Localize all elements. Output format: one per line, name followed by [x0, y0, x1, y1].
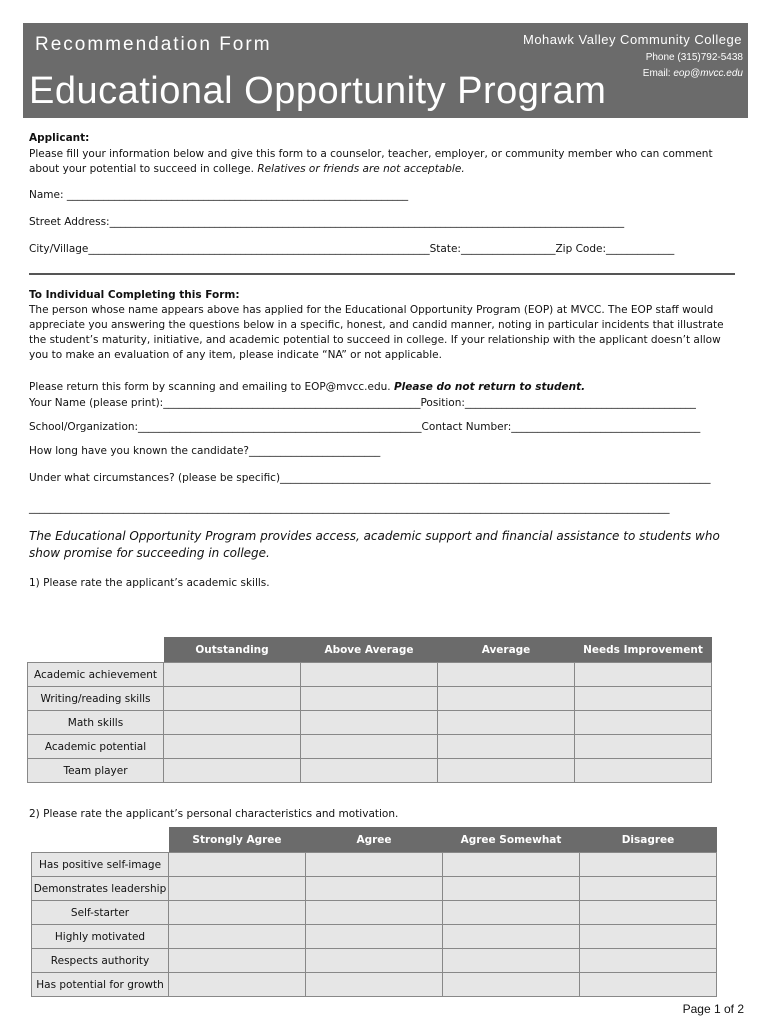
rating-cell[interactable]	[438, 663, 575, 687]
rating-cell[interactable]	[443, 925, 580, 949]
applicant-city-state-zip-field[interactable]: City/Village_________________________________________________________________State:__________________Zip Code:_____________	[29, 243, 675, 255]
rating-cell[interactable]	[575, 759, 712, 783]
applicant-instructions	[29, 147, 735, 177]
rating-cell[interactable]	[443, 949, 580, 973]
applicant-heading: Applicant:	[29, 132, 90, 144]
recommender-instructions: The person whose name appears above has applied for the Educational Opportunity Program (EOP) at MVCC. The EOP staff would appreciate you answering the questions below in a specific, honest, and candid manner, noting in particular incidents that illustrate the student’s maturity, initiative, and academic potential to succeed in college. If your relationship with the applicant doesn’t allow you to make an evaluation of any item, please indicate “NA” or not applicable.	[29, 304, 724, 361]
row-label: Demonstrates leadership	[32, 877, 169, 901]
column-header: Needs Improvement	[575, 637, 712, 663]
row-label: Has potential for growth	[32, 973, 169, 997]
table-row	[32, 973, 717, 997]
row-label: Respects authority	[32, 949, 169, 973]
table-row	[28, 759, 712, 783]
table-row	[28, 711, 712, 735]
table-row	[32, 901, 717, 925]
circumstances-field[interactable]: Under what circumstances? (please be specific)__________________________________________________________________________________	[29, 472, 711, 484]
circumstances-extra-line[interactable]: __________________________________________________________________________________________________________________________	[29, 502, 670, 514]
rating-cell[interactable]	[306, 877, 443, 901]
header-spacer	[32, 827, 169, 853]
recommender-heading: To Individual Completing this Form:	[29, 289, 240, 301]
school-contact-field[interactable]: School/Organization:______________________________________________________Contact Number:____________________________________	[29, 421, 701, 433]
college-name: Mohawk Valley Community College	[522, 32, 742, 47]
table-row	[28, 687, 712, 711]
rating-cell[interactable]	[580, 925, 717, 949]
table-row	[28, 735, 712, 759]
header-spacer	[28, 637, 164, 663]
return-text: Please return this form by scanning and emailing to EOP@mvcc.edu.	[29, 381, 391, 393]
rating-cell[interactable]	[575, 687, 712, 711]
rating-cell[interactable]	[443, 853, 580, 877]
rating-cell[interactable]	[438, 687, 575, 711]
email-label: Email:	[642, 68, 674, 79]
rating-cell[interactable]	[575, 735, 712, 759]
applicant-instructions-text: Please fill your information below and give this form to a counselor, teacher, employer, or community member who can comment about your potential to succeed in college.	[29, 148, 713, 175]
rating-cell[interactable]	[169, 949, 306, 973]
column-header: Disagree	[580, 827, 717, 853]
recommender-name-position-field[interactable]: Your Name (please print):_________________________________________________Position:____________________________________________	[29, 397, 696, 409]
table-row	[32, 949, 717, 973]
rating-cell[interactable]	[438, 735, 575, 759]
rating-cell[interactable]	[580, 949, 717, 973]
rating-cell[interactable]	[164, 711, 301, 735]
rating-cell[interactable]	[169, 877, 306, 901]
applicant-warning: Relatives or friends are not acceptable.	[257, 163, 465, 175]
applicant-street-field[interactable]: Street Address:__________________________________________________________________________________________________	[29, 216, 625, 228]
rating-cell[interactable]	[580, 853, 717, 877]
q2-prompt: 2) Please rate the applicant’s personal characteristics and motivation.	[29, 808, 399, 820]
row-label: Writing/reading skills	[28, 687, 164, 711]
email-address[interactable]: eop@mvcc.edu	[673, 68, 743, 79]
rating-cell[interactable]	[443, 877, 580, 901]
row-label: Self-starter	[32, 901, 169, 925]
academic-skills-table	[27, 637, 712, 783]
rating-cell[interactable]	[438, 759, 575, 783]
row-label: Math skills	[28, 711, 164, 735]
rating-cell[interactable]	[169, 853, 306, 877]
column-header: Average	[438, 637, 575, 663]
rating-cell[interactable]	[575, 663, 712, 687]
rating-cell[interactable]	[306, 925, 443, 949]
column-header: Outstanding	[164, 637, 301, 663]
row-label: Team player	[28, 759, 164, 783]
rating-cell[interactable]	[301, 687, 438, 711]
row-label: Highly motivated	[32, 925, 169, 949]
program-mission: The Educational Opportunity Program provides access, academic support and financial assistance to students who show promise for succeeding in college.	[29, 529, 720, 560]
column-header: Agree	[306, 827, 443, 853]
rating-cell[interactable]	[306, 949, 443, 973]
rating-cell[interactable]	[301, 711, 438, 735]
rating-cell[interactable]	[301, 759, 438, 783]
rating-cell[interactable]	[169, 973, 306, 997]
how-long-field[interactable]: How long have you known the candidate?_________________________	[29, 445, 381, 457]
form-header	[23, 23, 748, 118]
q1-prompt: 1) Please rate the applicant’s academic skills.	[29, 577, 270, 589]
rating-cell[interactable]	[301, 735, 438, 759]
table-row	[28, 663, 712, 687]
page-number: Page 1 of 2	[682, 1002, 744, 1016]
program-title: Educational Opportunity Program	[29, 70, 607, 112]
college-phone: Phone (315)792-5438	[645, 52, 743, 63]
rating-cell[interactable]	[580, 877, 717, 901]
row-label: Academic potential	[28, 735, 164, 759]
column-header: Agree Somewhat	[443, 827, 580, 853]
return-instructions	[29, 380, 585, 395]
rating-cell[interactable]	[580, 901, 717, 925]
rating-cell[interactable]	[169, 925, 306, 949]
return-warning: Please do not return to student.	[393, 381, 586, 393]
form-label: Recommendation Form	[35, 34, 272, 55]
rating-cell[interactable]	[169, 901, 306, 925]
rating-cell[interactable]	[438, 711, 575, 735]
personal-characteristics-table	[31, 827, 717, 997]
table-row	[32, 877, 717, 901]
rating-cell[interactable]	[306, 901, 443, 925]
section-divider	[29, 273, 735, 275]
table-row	[32, 925, 717, 949]
row-label: Academic achievement	[28, 663, 164, 687]
rating-cell[interactable]	[301, 663, 438, 687]
rating-cell[interactable]	[164, 735, 301, 759]
rating-cell[interactable]	[164, 687, 301, 711]
rating-cell[interactable]	[164, 663, 301, 687]
column-header: Strongly Agree	[169, 827, 306, 853]
rating-cell[interactable]	[580, 973, 717, 997]
column-header: Above Average	[301, 637, 438, 663]
table-row	[32, 853, 717, 877]
table-header-row	[28, 637, 712, 663]
rating-cell[interactable]	[443, 973, 580, 997]
row-label: Has positive self-image	[32, 853, 169, 877]
rating-cell[interactable]	[164, 759, 301, 783]
applicant-name-field[interactable]: Name: _________________________________________________________________	[29, 189, 409, 201]
rating-cell[interactable]	[306, 853, 443, 877]
rating-cell[interactable]	[306, 973, 443, 997]
rating-cell[interactable]	[575, 711, 712, 735]
rating-cell[interactable]	[443, 901, 580, 925]
table-header-row	[32, 827, 717, 853]
college-email	[643, 68, 743, 79]
